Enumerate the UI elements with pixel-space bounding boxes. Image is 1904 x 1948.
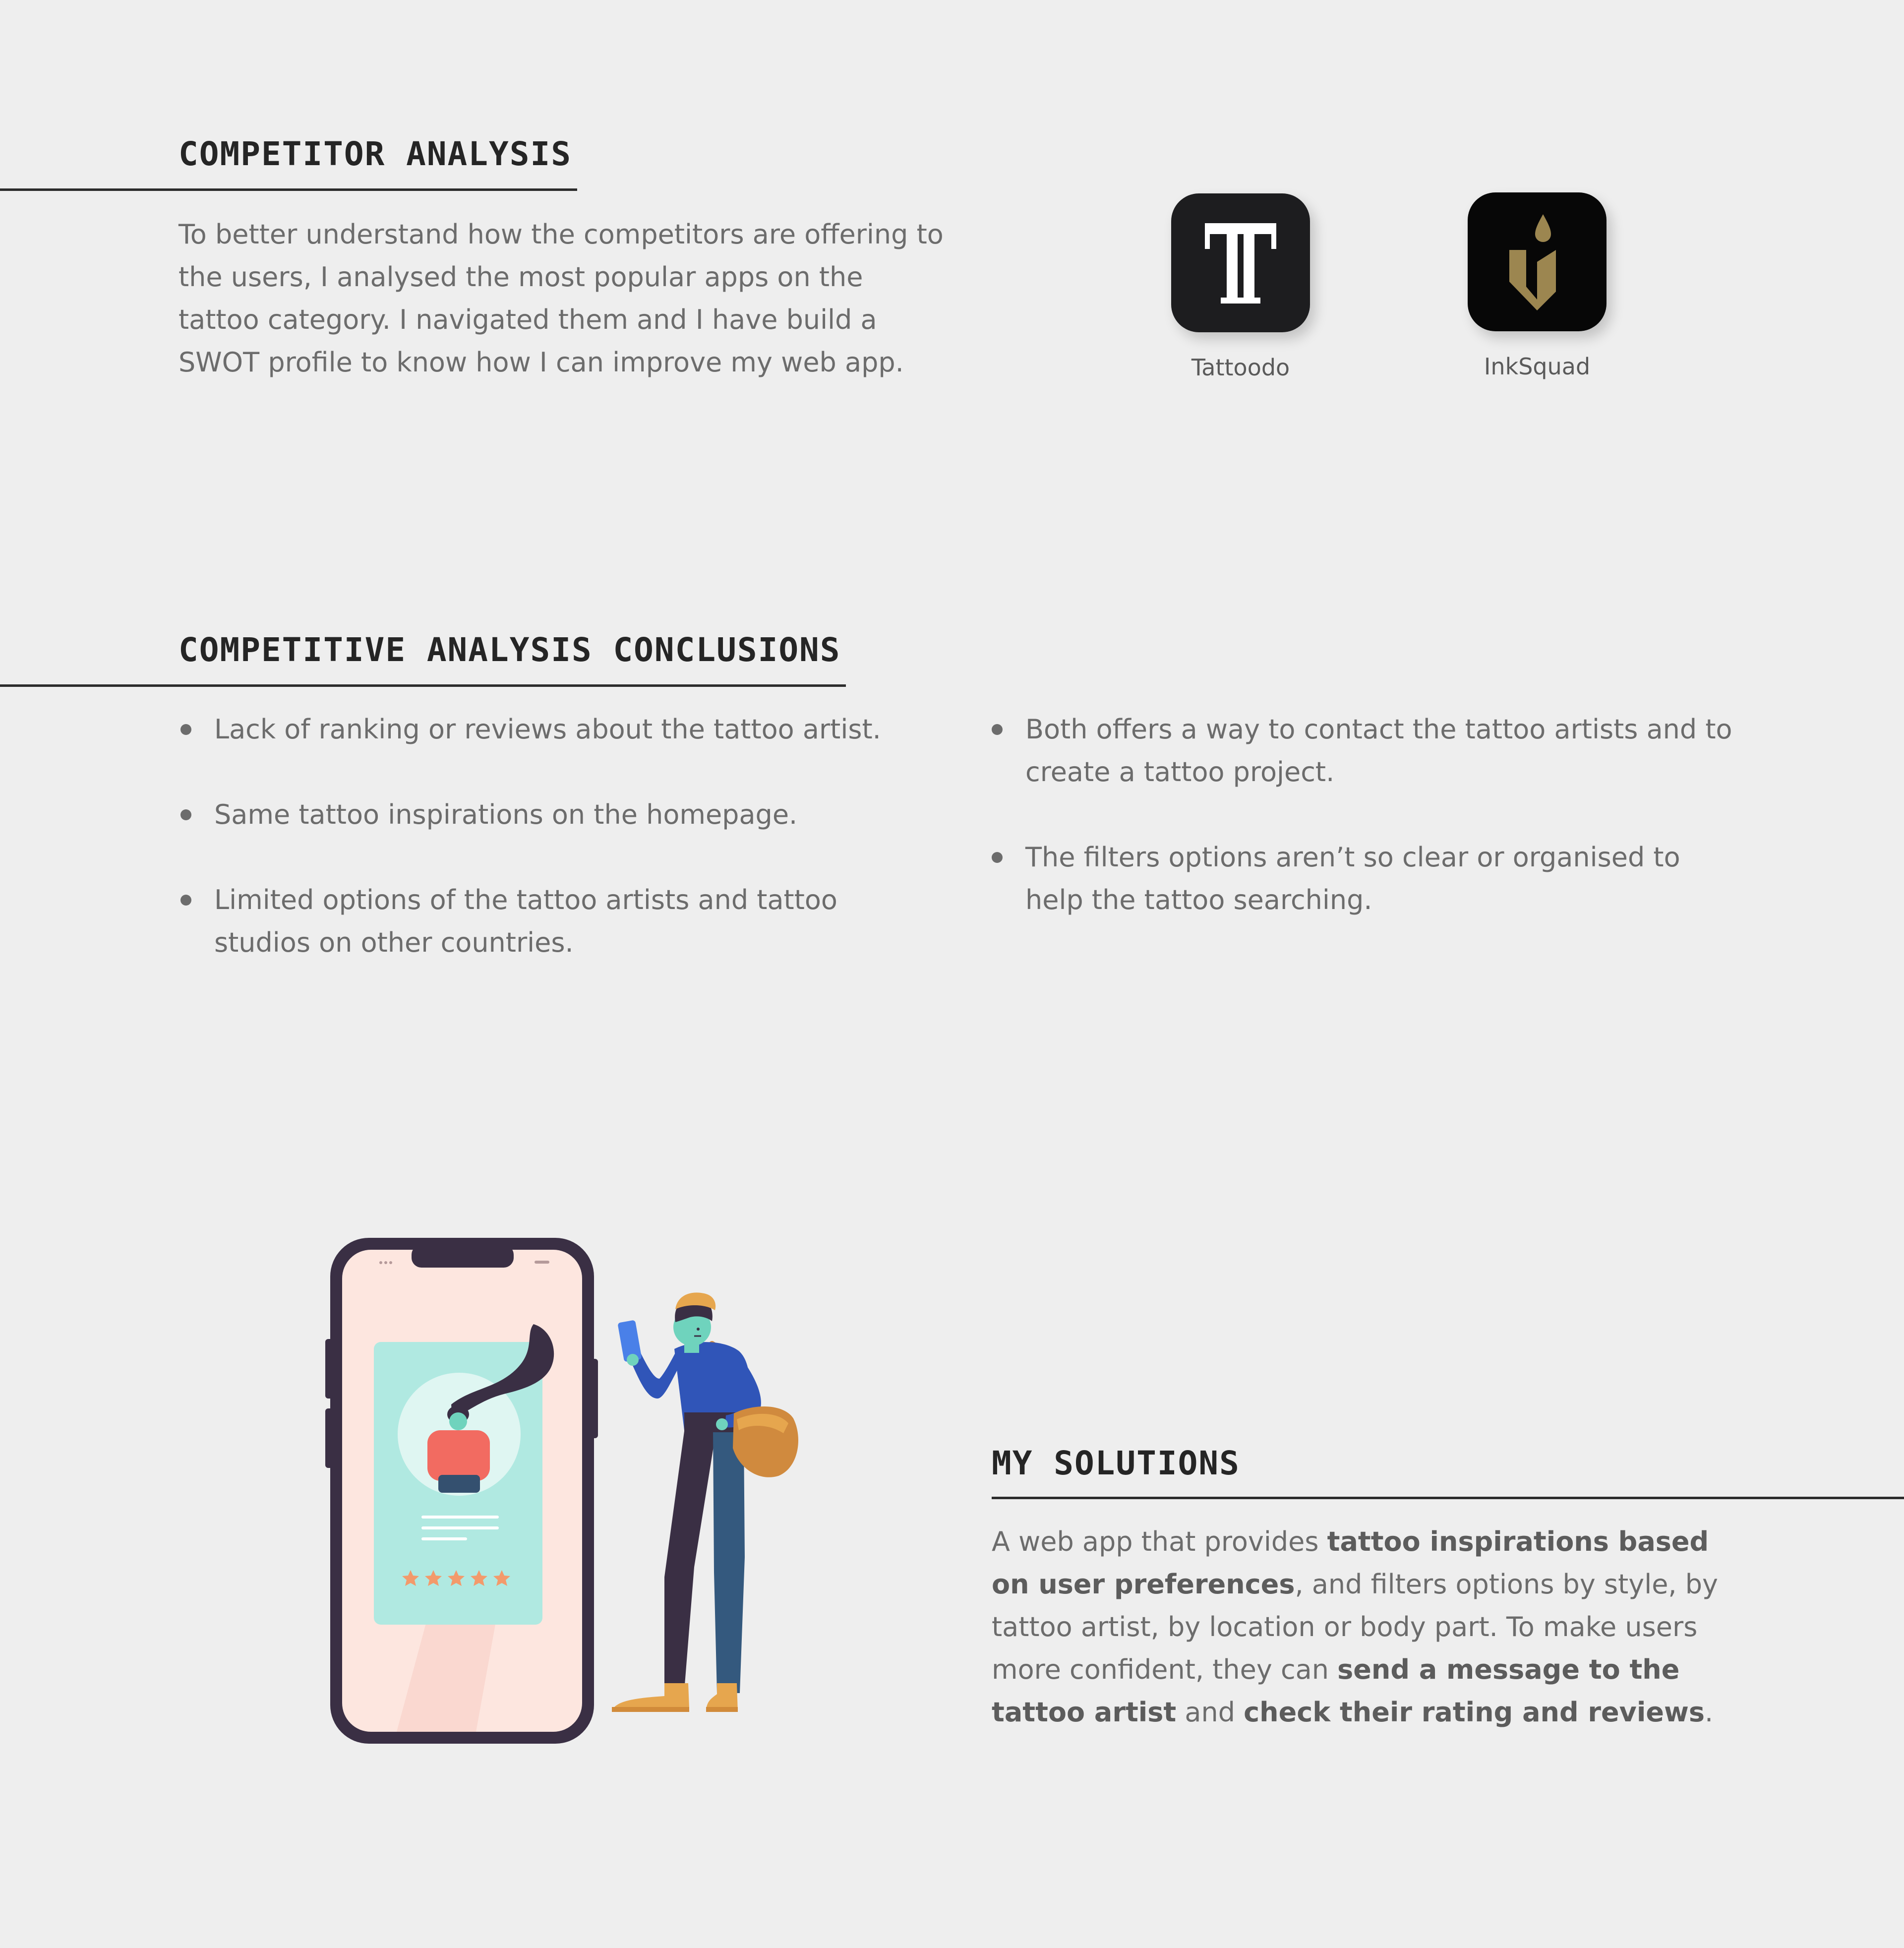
solutions-text <box>992 1521 1745 1734</box>
inksquad-logo-icon <box>1468 192 1606 331</box>
conclusions-divider <box>0 684 846 687</box>
conclusion-item: Same tattoo inspirations on the homepage. <box>178 793 912 836</box>
tattoodo-label: Tattoodo <box>1191 354 1290 381</box>
solutions-text-part: , and filters options by style, by tattoo artist, by location or body part. To make users more confident, they can <box>992 1569 1718 1685</box>
conclusions-title: COMPETITIVE ANALYSIS CONCLUSIONS <box>178 631 841 669</box>
competitor-analysis-divider <box>0 188 577 191</box>
inksquad-label: InkSquad <box>1484 353 1591 380</box>
conclusions-list-right <box>990 708 1733 964</box>
solutions-highlight-message: send a message to the tattoo artist <box>992 1654 1680 1728</box>
solutions-divider <box>992 1497 1904 1499</box>
solutions-text-part: and <box>1176 1697 1244 1728</box>
solutions-highlight-ratings: check their rating and reviews <box>1244 1697 1705 1728</box>
phone-user-illustration <box>317 1230 823 1756</box>
conclusion-item: Lack of ranking or reviews about the tattoo artist. <box>178 708 912 751</box>
competitor-analysis-title: COMPETITOR ANALYSIS <box>178 135 572 173</box>
app-tattoodo <box>1171 193 1310 381</box>
conclusion-item: Both offers a way to contact the tattoo artists and to create a tattoo project. <box>990 708 1733 793</box>
app-inksquad <box>1468 192 1606 380</box>
conclusion-item: The filters options aren’t so clear or organised to help the tattoo searching. <box>990 836 1733 921</box>
solutions-text-part: . <box>1705 1697 1714 1728</box>
solutions-text-part: A web app that provides <box>992 1526 1327 1557</box>
conclusions-list-left <box>178 708 912 1007</box>
conclusion-item: Limited options of the tattoo artists and tattoo studios on other countries. <box>178 879 912 964</box>
solutions-highlight-inspirations: tattoo inspirations based on user preferences <box>992 1526 1709 1600</box>
competitor-analysis-text: To better understand how the competitors are offering to the users, I analysed the most popular apps on the tattoo category. I navigated them and I have build a SWOT profile to know how I can improve my web app. <box>178 219 944 378</box>
tattoodo-logo-icon <box>1171 193 1310 332</box>
solutions-title: MY SOLUTIONS <box>992 1444 1240 1482</box>
